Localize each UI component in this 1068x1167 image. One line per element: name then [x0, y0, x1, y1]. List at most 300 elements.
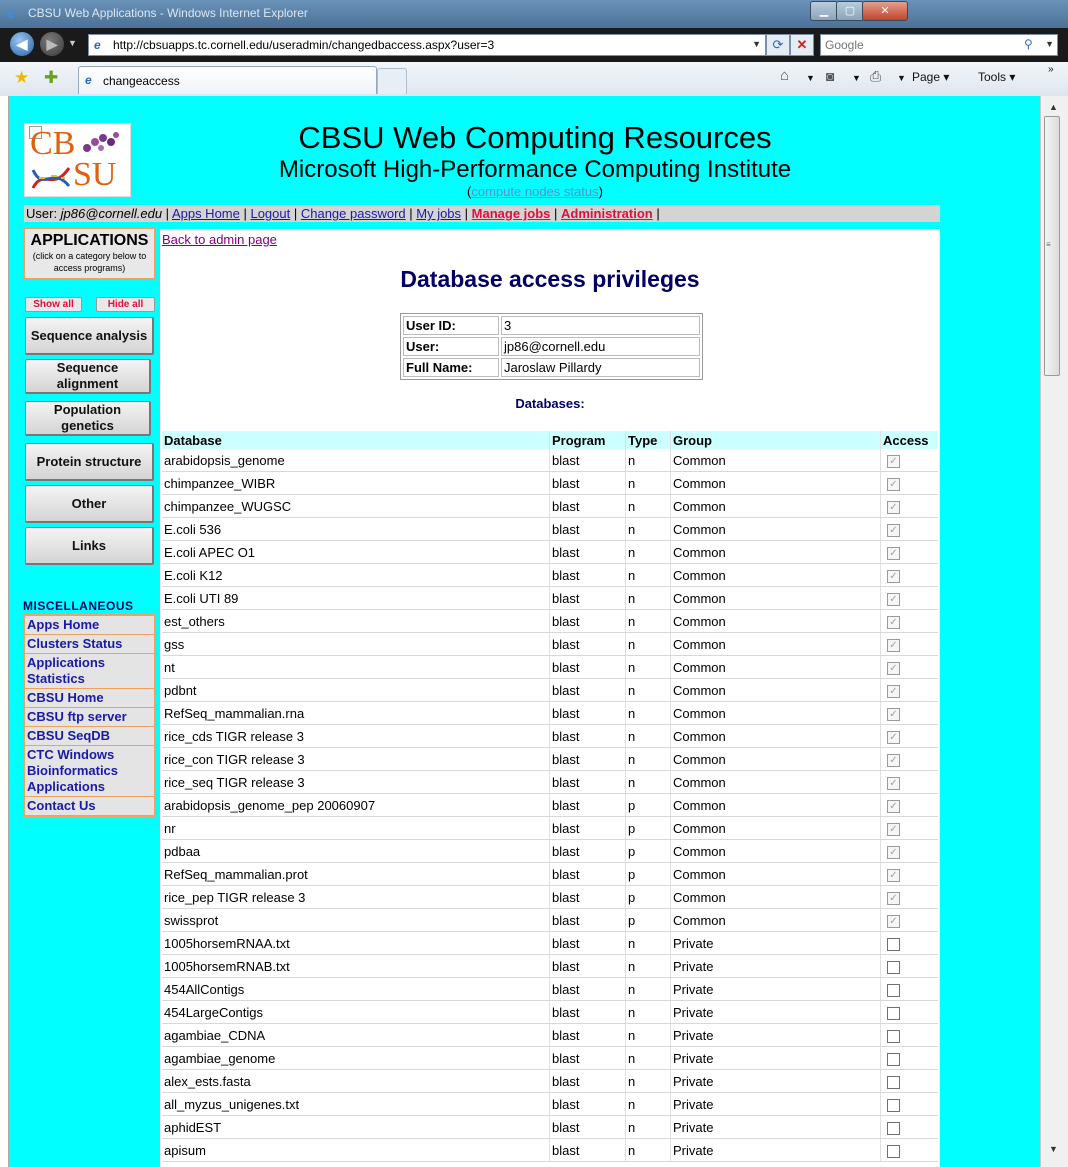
- cell-access: [881, 449, 939, 472]
- logout-link[interactable]: Logout: [250, 206, 291, 221]
- access-checkbox[interactable]: [887, 1099, 900, 1112]
- databases-table: [162, 431, 938, 1162]
- table-row: [162, 472, 938, 495]
- page-viewport: [0, 96, 1040, 1167]
- cell-program: blast: [550, 633, 626, 656]
- page-icon: e: [85, 73, 92, 87]
- cell-program: blast: [550, 518, 626, 541]
- address-dropdown-icon[interactable]: ▼: [752, 39, 761, 49]
- cell-access: [881, 1001, 939, 1024]
- table-row: [162, 587, 938, 610]
- user-bar: [24, 205, 940, 222]
- cell-type: n: [626, 610, 671, 633]
- cell-program: blast: [550, 1070, 626, 1093]
- cell-type: n: [626, 725, 671, 748]
- applications-hint: (click on a category below to access programs): [32, 251, 147, 273]
- misc-applications-statistics-link[interactable]: Applications Statistics: [25, 654, 154, 689]
- cell-program: blast: [550, 725, 626, 748]
- cell-access: [881, 633, 939, 656]
- info-row-user: [403, 337, 700, 356]
- misc-contact-us-link[interactable]: Contact Us: [27, 798, 96, 813]
- cell-group: Common: [671, 702, 881, 725]
- table-row: [162, 633, 938, 656]
- new-tab-button[interactable]: [377, 68, 407, 94]
- cell-group: Private: [671, 932, 881, 955]
- access-checkbox: [887, 708, 900, 721]
- table-row: [162, 610, 938, 633]
- category-links[interactable]: Links: [25, 527, 154, 565]
- cell-program: blast: [550, 840, 626, 863]
- access-checkbox: [887, 823, 900, 836]
- search-dropdown-icon[interactable]: ▼: [1045, 39, 1054, 49]
- forward-button[interactable]: ▶: [40, 32, 64, 56]
- cell-group: Common: [671, 633, 881, 656]
- cell-program: blast: [550, 1116, 626, 1139]
- cell-type: p: [626, 840, 671, 863]
- databases-heading: Databases:: [515, 396, 585, 411]
- cell-access: [881, 863, 939, 886]
- cell-type: n: [626, 495, 671, 518]
- cell-type: p: [626, 909, 671, 932]
- cell-type: n: [626, 1047, 671, 1070]
- cell-access: [881, 679, 939, 702]
- access-checkbox[interactable]: [887, 1145, 900, 1158]
- access-checkbox: [887, 616, 900, 629]
- miscellaneous-list: [23, 614, 156, 817]
- cell-group: Private: [671, 1093, 881, 1116]
- cell-group: Private: [671, 955, 881, 978]
- cell-program: blast: [550, 610, 626, 633]
- cell-group: Common: [671, 656, 881, 679]
- access-checkbox: [887, 593, 900, 606]
- manage-jobs-link[interactable]: Manage jobs: [471, 206, 551, 221]
- cell-type: n: [626, 633, 671, 656]
- access-checkbox: [887, 846, 900, 859]
- cell-type: n: [626, 955, 671, 978]
- print-dropdown-icon[interactable]: ▼: [897, 73, 906, 83]
- cell-database: rice_pep TIGR release 3: [162, 886, 550, 909]
- separator: |: [162, 206, 172, 221]
- logo-text-top: CB: [30, 125, 76, 162]
- logo-text-bottom: SU: [73, 156, 117, 193]
- table-row: [162, 909, 938, 932]
- cell-group: Common: [671, 909, 881, 932]
- info-row-full-name: [403, 358, 700, 377]
- cell-type: n: [626, 1139, 671, 1162]
- cell-program: blast: [550, 656, 626, 679]
- access-checkbox: [887, 455, 900, 468]
- cell-database: all_myzus_unigenes.txt: [162, 1093, 550, 1116]
- access-checkbox[interactable]: [887, 1053, 900, 1066]
- cell-group: Private: [671, 1047, 881, 1070]
- ie-logo-icon: e: [7, 5, 16, 22]
- search-icon[interactable]: ⚲: [1024, 37, 1033, 51]
- table-row: [162, 495, 938, 518]
- cell-type: n: [626, 748, 671, 771]
- cell-database: arabidopsis_genome: [162, 449, 550, 472]
- access-checkbox[interactable]: [887, 1122, 900, 1135]
- access-checkbox: [887, 478, 900, 491]
- cell-access: [881, 978, 939, 1001]
- main-panel: [160, 229, 940, 1167]
- cell-group: Common: [671, 840, 881, 863]
- minimize-button[interactable]: ▁: [810, 1, 838, 21]
- cell-type: n: [626, 1070, 671, 1093]
- cell-program: blast: [550, 1139, 626, 1162]
- cell-access: [881, 495, 939, 518]
- cell-type: n: [626, 449, 671, 472]
- cell-group: Common: [671, 541, 881, 564]
- table-row: [162, 863, 938, 886]
- column-header-access: Access: [881, 431, 939, 449]
- table-row: [162, 978, 938, 1001]
- cell-program: blast: [550, 1047, 626, 1070]
- access-checkbox: [887, 547, 900, 560]
- separator: |: [461, 206, 472, 221]
- cell-group: Private: [671, 1070, 881, 1093]
- category-sequence-analysis[interactable]: Sequence analysis: [25, 317, 154, 355]
- column-header-program: Program: [550, 431, 626, 449]
- info-label: User ID:: [403, 316, 499, 335]
- info-value: Jaroslaw Pillardy: [501, 358, 700, 377]
- favorites-star-icon[interactable]: ★: [14, 68, 30, 87]
- cell-access: [881, 610, 939, 633]
- cell-database: est_others: [162, 610, 550, 633]
- access-checkbox[interactable]: [887, 984, 900, 997]
- cell-program: blast: [550, 679, 626, 702]
- cell-type: n: [626, 771, 671, 794]
- cell-program: blast: [550, 449, 626, 472]
- user-email: jp86@cornell.edu: [60, 206, 163, 221]
- cell-group: Common: [671, 863, 881, 886]
- table-row: [162, 564, 938, 587]
- tab-bar: [0, 62, 1068, 97]
- my-jobs-link[interactable]: My jobs: [416, 206, 462, 221]
- access-checkbox[interactable]: [887, 1030, 900, 1043]
- table-header-row: [162, 431, 938, 449]
- access-checkbox[interactable]: [887, 1007, 900, 1020]
- cell-program: blast: [550, 909, 626, 932]
- access-checkbox: [887, 570, 900, 583]
- table-row: [162, 932, 938, 955]
- page-menu[interactable]: Page ▾: [912, 70, 950, 84]
- stop-button[interactable]: ✕: [790, 34, 814, 56]
- cell-type: n: [626, 564, 671, 587]
- address-url[interactable]: http://cbsuapps.tc.cornell.edu/useradmin/changedbaccess.aspx?user=3: [113, 38, 495, 52]
- info-value: jp86@cornell.edu: [501, 337, 700, 356]
- status-close-paren: ): [598, 184, 603, 199]
- misc-cbsu-home-link[interactable]: CBSU Home: [25, 689, 154, 708]
- cell-database: chimpanzee_WIBR: [162, 472, 550, 495]
- window-titlebar: [0, 0, 1068, 28]
- cell-database: apisum: [162, 1139, 550, 1162]
- tab-label: changeaccess: [103, 74, 180, 88]
- page-title: Database access privileges: [400, 266, 700, 292]
- cell-access: [881, 725, 939, 748]
- cell-database: 1005horsemRNAB.txt: [162, 955, 550, 978]
- table-row: [162, 748, 938, 771]
- separator: |: [405, 206, 417, 221]
- category-population-genetics[interactable]: Population genetics: [25, 401, 151, 436]
- cell-database: RefSeq_mammalian.rna: [162, 702, 550, 725]
- cell-program: blast: [550, 863, 626, 886]
- table-row: [162, 794, 938, 817]
- cell-database: 454LargeContigs: [162, 1001, 550, 1024]
- site-subtitle: Microsoft High-Performance Computing Institute: [278, 156, 792, 183]
- access-checkbox: [887, 662, 900, 675]
- scroll-down-arrow-icon[interactable]: ▼: [1049, 1144, 1058, 1154]
- cell-program: blast: [550, 1001, 626, 1024]
- info-label: Full Name:: [403, 358, 499, 377]
- cell-type: n: [626, 1093, 671, 1116]
- table-row: [162, 1093, 938, 1116]
- cell-program: blast: [550, 817, 626, 840]
- user-info-table: [400, 313, 703, 380]
- miscellaneous-heading: MISCELLANEOUS: [23, 599, 134, 613]
- cell-group: Common: [671, 495, 881, 518]
- cell-group: Private: [671, 1116, 881, 1139]
- table-row: [162, 1139, 938, 1162]
- access-checkbox: [887, 915, 900, 928]
- access-checkbox: [887, 685, 900, 698]
- table-row: [162, 955, 938, 978]
- cell-type: n: [626, 1001, 671, 1024]
- cell-database: agambiae_CDNA: [162, 1024, 550, 1047]
- cell-database: 1005horsemRNAA.txt: [162, 932, 550, 955]
- separator: |: [652, 206, 660, 221]
- back-to-admin-link[interactable]: Back to admin page: [162, 232, 277, 247]
- access-checkbox[interactable]: [887, 961, 900, 974]
- maximize-button[interactable]: ▢: [836, 1, 864, 21]
- table-row: [162, 771, 938, 794]
- cell-group: Common: [671, 518, 881, 541]
- cell-type: n: [626, 679, 671, 702]
- page-icon: e: [94, 38, 101, 52]
- table-row: [162, 449, 938, 472]
- misc-cbsu-seqdb-link[interactable]: CBSU SeqDB: [25, 727, 154, 746]
- cell-database: arabidopsis_genome_pep 20060907: [162, 794, 550, 817]
- cell-type: p: [626, 817, 671, 840]
- molecule-icon: [81, 130, 121, 156]
- misc-cbsu-ftp-server-link[interactable]: CBSU ftp server: [25, 708, 154, 727]
- cell-program: blast: [550, 495, 626, 518]
- recent-pages-dropdown[interactable]: ▼: [68, 38, 77, 48]
- misc-apps-home-link[interactable]: Apps Home: [25, 616, 154, 635]
- cell-database: E.coli 536: [162, 518, 550, 541]
- cell-type: n: [626, 541, 671, 564]
- access-checkbox[interactable]: [887, 1076, 900, 1089]
- access-checkbox: [887, 731, 900, 744]
- table-row: [162, 656, 938, 679]
- nodes-status-line: [160, 184, 910, 199]
- info-value: 3: [501, 316, 700, 335]
- tab-changeaccess[interactable]: [78, 66, 377, 94]
- cell-database: rice_cds TIGR release 3: [162, 725, 550, 748]
- access-checkbox: [887, 800, 900, 813]
- cell-group: Common: [671, 679, 881, 702]
- cell-access: [881, 656, 939, 679]
- cbsu-logo: [24, 123, 131, 197]
- cell-group: Common: [671, 472, 881, 495]
- cell-access: [881, 886, 939, 909]
- category-other[interactable]: Other: [25, 485, 154, 523]
- dna-helix-icon: [31, 162, 71, 192]
- cell-access: [881, 1070, 939, 1093]
- access-checkbox: [887, 639, 900, 652]
- cell-group: Common: [671, 771, 881, 794]
- cell-type: n: [626, 656, 671, 679]
- refresh-button[interactable]: ⟳: [766, 34, 790, 56]
- misc-clusters-status-link[interactable]: Clusters Status: [25, 635, 154, 654]
- cell-database: nr: [162, 817, 550, 840]
- category-protein-structure[interactable]: Protein structure: [25, 443, 154, 481]
- access-checkbox: [887, 777, 900, 790]
- cell-database: E.coli APEC O1: [162, 541, 550, 564]
- cell-database: swissprot: [162, 909, 550, 932]
- cell-type: n: [626, 518, 671, 541]
- hide-all-button[interactable]: Hide all: [96, 297, 155, 312]
- add-favorites-icon[interactable]: ✚: [44, 68, 59, 87]
- cell-program: blast: [550, 932, 626, 955]
- cell-database: E.coli UTI 89: [162, 587, 550, 610]
- cell-access: [881, 1024, 939, 1047]
- table-row: [162, 725, 938, 748]
- cell-access: [881, 794, 939, 817]
- table-row: [162, 840, 938, 863]
- cell-program: blast: [550, 1093, 626, 1116]
- cell-program: blast: [550, 564, 626, 587]
- close-window-button[interactable]: ✕: [862, 1, 908, 21]
- table-row: [162, 1024, 938, 1047]
- cell-type: n: [626, 472, 671, 495]
- cell-access: [881, 702, 939, 725]
- cell-database: chimpanzee_WUGSC: [162, 495, 550, 518]
- cell-access: [881, 472, 939, 495]
- cell-database: nt: [162, 656, 550, 679]
- table-row: [162, 541, 938, 564]
- table-row: [162, 886, 938, 909]
- user-prefix: User:: [26, 206, 61, 221]
- cell-database: pdbaa: [162, 840, 550, 863]
- access-checkbox: [887, 754, 900, 767]
- cell-program: blast: [550, 702, 626, 725]
- cell-type: n: [626, 587, 671, 610]
- cell-type: p: [626, 863, 671, 886]
- cell-access: [881, 817, 939, 840]
- cell-database: aphidEST: [162, 1116, 550, 1139]
- access-checkbox[interactable]: [887, 938, 900, 951]
- cell-group: Common: [671, 794, 881, 817]
- feeds-icon[interactable]: ◙: [826, 68, 835, 84]
- print-icon[interactable]: ⎙: [870, 68, 882, 84]
- cell-group: Common: [671, 748, 881, 771]
- home-icon[interactable]: ⌂: [780, 67, 790, 84]
- column-header-database: Database: [162, 431, 550, 449]
- back-button[interactable]: ◀: [10, 32, 34, 56]
- table-row: [162, 702, 938, 725]
- cell-access: [881, 518, 939, 541]
- vertical-scrollbar[interactable]: [1040, 96, 1068, 1167]
- search-input[interactable]: [823, 37, 1022, 53]
- cell-access: [881, 1093, 939, 1116]
- navigation-bar: [0, 28, 1068, 62]
- access-checkbox: [887, 501, 900, 514]
- cell-database: alex_ests.fasta: [162, 1070, 550, 1093]
- info-row-user-id: [403, 316, 700, 335]
- cell-access: [881, 840, 939, 863]
- separator: |: [290, 206, 301, 221]
- status-open-paren: (: [467, 184, 472, 199]
- cell-database: pdbnt: [162, 679, 550, 702]
- column-header-group: Group: [671, 431, 881, 449]
- cell-access: [881, 541, 939, 564]
- cell-access: [881, 748, 939, 771]
- administration-link[interactable]: Administration: [561, 206, 653, 221]
- cell-database: rice_seq TIGR release 3: [162, 771, 550, 794]
- cell-access: [881, 771, 939, 794]
- cell-access: [881, 1116, 939, 1139]
- cell-group: Common: [671, 564, 881, 587]
- change-password-link[interactable]: Change password: [300, 206, 406, 221]
- cell-access: [881, 1047, 939, 1070]
- cell-group: Common: [671, 817, 881, 840]
- cell-type: p: [626, 794, 671, 817]
- tools-menu[interactable]: Tools ▾: [978, 70, 1016, 84]
- table-row: [162, 679, 938, 702]
- home-dropdown-icon[interactable]: ▼: [806, 73, 815, 83]
- cell-program: blast: [550, 472, 626, 495]
- address-bar[interactable]: [88, 34, 766, 56]
- cell-program: blast: [550, 955, 626, 978]
- cell-program: blast: [550, 1024, 626, 1047]
- cell-program: blast: [550, 748, 626, 771]
- cell-access: [881, 932, 939, 955]
- cell-database: rice_con TIGR release 3: [162, 748, 550, 771]
- more-commands-icon[interactable]: »: [1048, 64, 1054, 75]
- cell-group: Common: [671, 886, 881, 909]
- cell-group: Private: [671, 1001, 881, 1024]
- cell-database: RefSeq_mammalian.prot: [162, 863, 550, 886]
- search-box[interactable]: [820, 34, 1058, 56]
- cell-group: Private: [671, 978, 881, 1001]
- applications-heading: APPLICATIONS: [30, 232, 149, 249]
- cell-type: n: [626, 1024, 671, 1047]
- cell-database: gss: [162, 633, 550, 656]
- cell-database: 454AllContigs: [162, 978, 550, 1001]
- separator: |: [239, 206, 251, 221]
- cell-program: blast: [550, 978, 626, 1001]
- category-sequence-alignment[interactable]: Sequence alignment: [25, 359, 151, 394]
- scroll-up-arrow-icon[interactable]: ▲: [1049, 102, 1058, 112]
- misc-ctc-windows-bioinformatics-link[interactable]: CTC Windows Bioinformatics Applications: [25, 746, 154, 797]
- feeds-dropdown-icon[interactable]: ▼: [852, 73, 861, 83]
- cell-type: p: [626, 886, 671, 909]
- scrollbar-grip-icon: ≡: [1046, 240, 1051, 249]
- table-row: [162, 1047, 938, 1070]
- cell-access: [881, 909, 939, 932]
- cell-group: Private: [671, 1024, 881, 1047]
- window-title: CBSU Web Applications - Windows Internet Explorer: [28, 6, 308, 20]
- show-all-button[interactable]: Show all: [25, 297, 82, 312]
- cell-program: blast: [550, 771, 626, 794]
- cell-program: blast: [550, 541, 626, 564]
- table-row: [162, 817, 938, 840]
- cell-access: [881, 955, 939, 978]
- apps-home-link[interactable]: Apps Home: [171, 206, 240, 221]
- access-checkbox: [887, 869, 900, 882]
- compute-nodes-status-link[interactable]: compute nodes status: [471, 184, 599, 199]
- cell-type: n: [626, 702, 671, 725]
